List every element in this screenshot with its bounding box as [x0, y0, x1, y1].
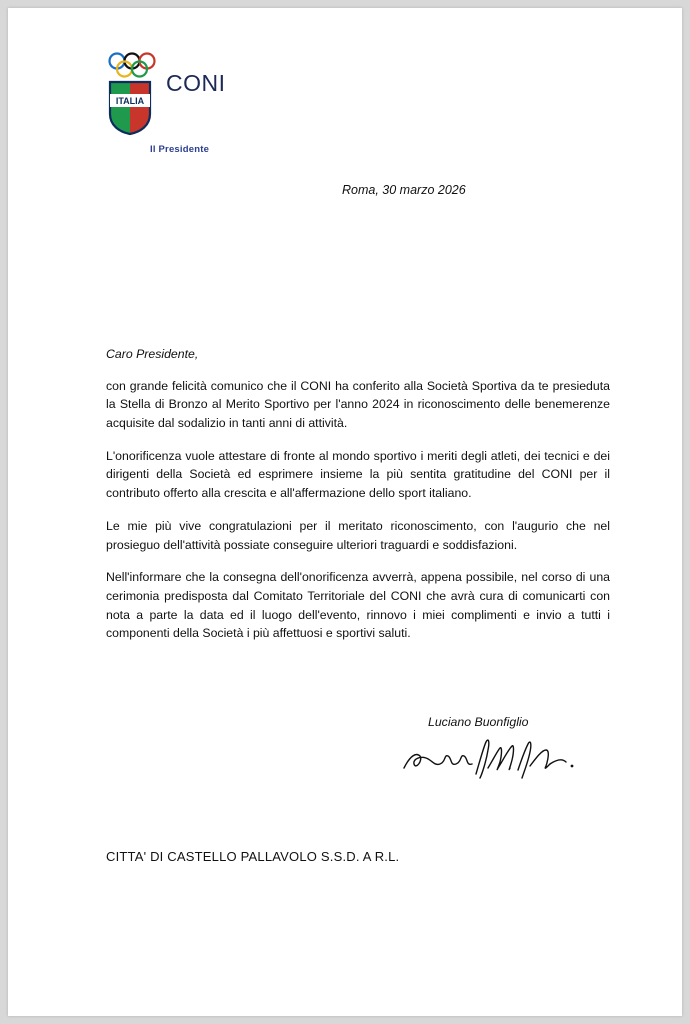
- shield-label: ITALIA: [115, 96, 145, 106]
- paragraph-3: Le mie più vive congratulazioni per il meritato riconoscimento, con l'augurio che nel prosieguo dell'attività possiate conseguire ulteriori traguardi e soddisfazioni.: [106, 518, 610, 552]
- letter-body: [106, 345, 610, 657]
- presidente-label: Il Presidente: [150, 144, 210, 155]
- place-and-date: Roma, 30 marzo 2026: [342, 183, 466, 197]
- organization-name: CONI: [166, 70, 226, 96]
- italy-shield-icon: [108, 80, 152, 136]
- document-page: [8, 8, 682, 1016]
- paragraph-1: con grande felicità comunico che il CONI ha conferito alla Società Sportiva da te presieduta la Stella di Bronzo al Merito Sportivo per l'anno 2024 in riconoscimento delle benemerenze acquisite dal sodalizio in tanti anni di attività.: [106, 378, 610, 431]
- logo-row: [106, 52, 406, 141]
- recipient-line: CITTA' DI CASTELLO PALLAVOLO S.S.D. A R.L.: [106, 849, 400, 864]
- paragraph-4: Nell'informare che la consegna dell'onorificenza avverrà, appena possibile, nel corso di una cerimonia predisposta dal Comitato Territoriale del CONI che avrà cura di comunicarti con nota a parte la data ed il luogo dell'evento, rinnovo i miei complimenti e invio a tutti i componenti della Società i più affettuosi e sportivi saluti.: [106, 570, 610, 641]
- olympic-rings-icon: [106, 52, 158, 78]
- signature-name: Luciano Buonfiglio: [428, 715, 529, 729]
- handwritten-signature-icon: [400, 734, 590, 790]
- paragraph-2: L'onorificenza vuole attestare di fronte al mondo sportivo i meriti degli atleti, dei tecnici e dei dirigenti della Società ed esprimere insieme la più sentita gratitudine del CONI per il contributo offerto alla crescita e all'affermazione dello sport italiano.: [106, 448, 610, 501]
- letterhead: [106, 52, 406, 155]
- salutation: Caro Presidente,: [106, 347, 199, 361]
- coni-emblem: [106, 52, 158, 141]
